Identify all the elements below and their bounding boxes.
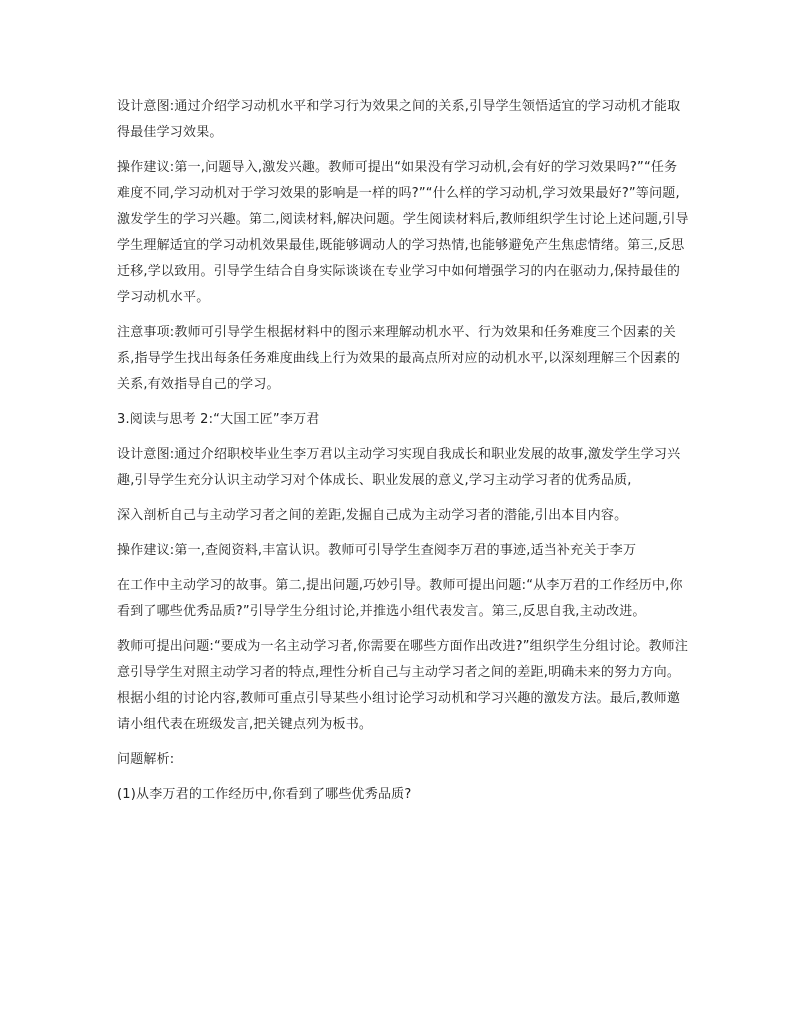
paragraph-notes: 注意事项:教师可引导学生根据材料中的图示来理解动机水平、行为效果和任务难度三个因素的关系,指导学生找出每条任务难度曲线上行为效果的最高点所对应的动机水平,以深刻理解三个因素的关系,有效指导自己的学习。 <box>117 325 681 392</box>
paragraph-design-intent-2: 设计意图:通过介绍职校毕业生李万君以主动学习实现自我成长和职业发展的故事,激发学生学习兴趣,引导学生充分认识主动学习对个体成长、职业发展的意义,学习主动学习者的优秀品质, <box>117 447 681 488</box>
document-body <box>117 94 689 817</box>
section-heading: 3.阅读与思考 2:“大国工匠”李万君 <box>117 412 320 427</box>
paragraph-design-intent-1: 设计意图:通过介绍学习动机水平和学习行为效果之间的关系,引导学生领悟适宜的学习动机才能取得最佳学习效果。 <box>117 99 681 140</box>
paragraph-question-1: (1)从李万君的工作经历中,你看到了哪些优秀品质? <box>117 787 412 802</box>
paragraph-teacher-question: 教师可提出问题:“要成为一名主动学习者,你需要在哪些方面作出改进?”组织学生分组讨论。教师注意引导学生对照主动学习者的特点,理性分析自己与主动学习者之间的差距,明确未来的努力方向。根据小组的讨论内容,教师可重点引导某些小组讨论学习动机和学习兴趣的激发方法。最后,教师邀请小组代表在班级发言,把关键点列为板书。 <box>117 639 689 732</box>
paragraph-operation-advice-2-cont: 在工作中主动学习的故事。第二,提出问题,巧妙引导。教师可提出问题:“从李万君的工作经历中,你看到了哪些优秀品质?”引导学生分组讨论,并推选小组代表发言。第三,反思自我,主动改进。 <box>117 578 683 619</box>
paragraph-operation-advice-1: 操作建议:第一,问题导入,激发兴趣。教师可提出“如果没有学习动机,会有好的学习效果吗?”“任务难度不同,学习动机对于学习效果的影响是一样的吗?”“什么样的学习动机,学习效果最好?”等问题,激发学生的学习兴趣。第二,阅读材料,解决问题。学生阅读材料后,教师组织学生讨论上述问题,引导学生理解适宜的学习动机效果最佳,既能够调动人的学习热情,也能够避免产生焦虑情绪。第三,反思迁移,学以致用。引导学生结合自身实际谈谈在专业学习中如何增强学习的内在驱动力,保持最佳的学习动机水平。 <box>117 160 689 305</box>
paragraph-operation-advice-2-start: 操作建议:第一,查阅资料,丰富认识。教师可引导学生查阅李万君的事迹,适当补充关于李万 <box>117 543 637 558</box>
paragraph-analysis-line: 深入剖析自己与主动学习者之间的差距,发掘自己成为主动学习者的潜能,引出本目内容。 <box>117 508 628 523</box>
paragraph-problem-analysis-label: 问题解析: <box>117 752 175 767</box>
